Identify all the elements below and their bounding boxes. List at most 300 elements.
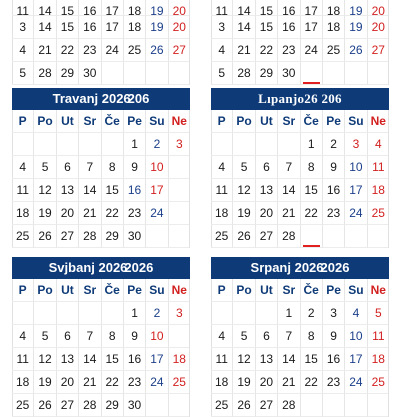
month-title-text: Svjbanj 2026 <box>48 260 128 275</box>
day-cell: 23 <box>124 371 146 394</box>
weekday-label: Sr <box>79 110 101 133</box>
week-row <box>12 325 190 348</box>
day-cell: 13 <box>256 179 278 202</box>
day-cell: 22 <box>57 39 79 62</box>
day-cell: 14 <box>79 348 101 371</box>
row-number: 25 <box>211 394 233 417</box>
day-cell: 17 <box>301 16 323 39</box>
day-cell <box>169 225 190 248</box>
day-cell: 20 <box>256 371 278 394</box>
day-cell: 11 <box>368 325 389 348</box>
day-cell <box>345 394 367 417</box>
calendar-lipan <box>211 88 389 248</box>
day-cell: 22 <box>102 202 124 225</box>
day-cell: 2 <box>301 302 323 325</box>
day-cell <box>169 394 190 417</box>
day-cell: 28 <box>233 62 255 85</box>
week-row <box>12 156 190 179</box>
day-cell: 16 <box>79 0 101 16</box>
month-title <box>12 88 190 110</box>
day-cell: 15 <box>102 348 124 371</box>
row-number: 11 <box>211 348 233 371</box>
day-cell <box>146 62 168 85</box>
weekday-label: Če <box>301 110 323 133</box>
day-cell: 30 <box>124 394 146 417</box>
day-cell: 19 <box>233 202 255 225</box>
day-cell: 24 <box>345 371 367 394</box>
day-cell: 2 <box>146 302 168 325</box>
week-row <box>211 156 389 179</box>
day-cell: 18 <box>368 179 389 202</box>
day-cell: 7 <box>79 325 101 348</box>
day-cell: 10 <box>146 156 168 179</box>
day-cell: 24 <box>102 39 124 62</box>
day-cell: 1 <box>124 302 146 325</box>
day-cell: 10 <box>345 156 367 179</box>
day-cell <box>146 225 168 248</box>
day-cell: 9 <box>124 325 146 348</box>
day-cell <box>102 133 124 156</box>
day-cell: 20 <box>368 16 389 39</box>
day-cell: 27 <box>169 39 190 62</box>
day-cell: 26 <box>34 394 56 417</box>
weekday-label: Sr <box>278 279 300 302</box>
day-cell <box>233 133 255 156</box>
weekday-label: Po <box>34 279 56 302</box>
day-cell: 30 <box>124 225 146 248</box>
row-number: 4 <box>12 39 34 62</box>
day-cell: 8 <box>102 156 124 179</box>
day-cell: 28 <box>278 394 300 417</box>
week-row <box>211 179 389 202</box>
day-cell: 2 <box>146 133 168 156</box>
day-cell: 23 <box>278 39 300 62</box>
day-cell: 21 <box>278 202 300 225</box>
day-cell: 22 <box>301 202 323 225</box>
row-number: 3 <box>211 16 233 39</box>
weekday-label: Su <box>345 279 367 302</box>
day-cell <box>57 133 79 156</box>
weekday-label: Če <box>102 279 124 302</box>
day-cell: 8 <box>301 325 323 348</box>
day-cell: 5 <box>34 325 56 348</box>
day-cell: 3 <box>323 302 345 325</box>
calendar-top-left <box>12 0 190 85</box>
week-row <box>12 16 190 39</box>
day-cell <box>301 62 323 85</box>
day-cell: 7 <box>79 156 101 179</box>
week-row <box>211 225 389 248</box>
day-cell <box>323 394 345 417</box>
row-number <box>211 133 233 156</box>
day-cell: 22 <box>301 371 323 394</box>
day-cell: 16 <box>278 0 300 16</box>
day-cell: 26 <box>233 394 255 417</box>
day-cell: 6 <box>256 156 278 179</box>
day-cell: 9 <box>124 156 146 179</box>
week-row <box>211 0 389 16</box>
week-row <box>12 302 190 325</box>
week-row <box>12 62 190 85</box>
week-row <box>211 348 389 371</box>
day-cell: 13 <box>57 348 79 371</box>
day-cell: 26 <box>146 39 168 62</box>
row-number: 11 <box>12 348 34 371</box>
day-cell: 10 <box>146 325 168 348</box>
row-number: 25 <box>12 225 34 248</box>
day-cell: 27 <box>256 225 278 248</box>
weekday-label: Ut <box>256 110 278 133</box>
day-cell: 6 <box>57 325 79 348</box>
day-cell <box>102 302 124 325</box>
row-number <box>12 133 34 156</box>
day-cell: 13 <box>57 179 79 202</box>
weekday-label: P <box>12 110 34 133</box>
day-cell <box>345 62 367 85</box>
weekday-label: Po <box>233 279 255 302</box>
week-row <box>12 179 190 202</box>
day-cell: 20 <box>368 0 389 16</box>
week-row <box>211 325 389 348</box>
week-row <box>12 39 190 62</box>
day-cell <box>169 179 190 202</box>
day-cell: 5 <box>34 156 56 179</box>
row-number: 5 <box>12 62 34 85</box>
row-number: 11 <box>211 179 233 202</box>
weekday-header <box>211 279 389 302</box>
week-row <box>12 348 190 371</box>
week-row <box>211 394 389 417</box>
day-cell: 28 <box>34 62 56 85</box>
day-cell: 16 <box>124 179 146 202</box>
day-cell: 26 <box>34 225 56 248</box>
day-cell: 28 <box>79 225 101 248</box>
day-cell: 5 <box>233 325 255 348</box>
day-cell <box>256 302 278 325</box>
row-number: 4 <box>211 156 233 179</box>
day-cell: 19 <box>146 0 168 16</box>
day-cell: 4 <box>368 133 389 156</box>
weekday-label: Pe <box>124 110 146 133</box>
day-cell <box>169 62 190 85</box>
day-cell: 7 <box>278 325 300 348</box>
day-cell <box>79 133 101 156</box>
week-row <box>12 394 190 417</box>
weekday-header <box>12 110 190 133</box>
day-cell: 16 <box>323 348 345 371</box>
day-cell <box>345 225 367 248</box>
day-cell: 28 <box>278 225 300 248</box>
month-title-overlap: 206 <box>127 91 150 106</box>
day-cell <box>301 225 323 248</box>
day-cell: 14 <box>278 348 300 371</box>
day-cell: 13 <box>256 348 278 371</box>
day-cell: 21 <box>79 371 101 394</box>
calendar-travanj <box>12 88 190 248</box>
row-number: 3 <box>12 16 34 39</box>
weekday-label: Pe <box>323 110 345 133</box>
day-cell: 21 <box>79 202 101 225</box>
week-row <box>12 225 190 248</box>
day-cell: 15 <box>57 16 79 39</box>
day-cell: 15 <box>256 16 278 39</box>
row-number <box>211 302 233 325</box>
day-cell: 24 <box>146 371 168 394</box>
day-cell: 3 <box>169 133 190 156</box>
day-cell: 14 <box>278 179 300 202</box>
day-cell: 3 <box>345 133 367 156</box>
day-cell: 18 <box>169 348 190 371</box>
day-cell: 25 <box>368 371 389 394</box>
day-cell: 6 <box>256 325 278 348</box>
day-cell: 24 <box>146 202 168 225</box>
day-cell: 22 <box>102 371 124 394</box>
week-row <box>12 133 190 156</box>
weekday-label: Su <box>146 110 168 133</box>
month-title-overlap: 2026 <box>124 260 154 275</box>
day-cell <box>102 62 124 85</box>
day-cell: 12 <box>34 179 56 202</box>
day-cell: 29 <box>57 62 79 85</box>
day-cell: 18 <box>323 0 345 16</box>
day-cell: 12 <box>233 179 255 202</box>
day-cell: 19 <box>345 16 367 39</box>
day-cell: 15 <box>57 0 79 16</box>
month-title-text: Srpanj 2026 <box>250 260 324 275</box>
day-cell: 17 <box>345 348 367 371</box>
day-cell: 9 <box>323 325 345 348</box>
weekday-label: Ne <box>368 110 389 133</box>
day-cell: 29 <box>256 62 278 85</box>
day-cell: 17 <box>146 348 168 371</box>
day-cell: 18 <box>124 16 146 39</box>
week-row <box>211 39 389 62</box>
day-cell: 20 <box>57 371 79 394</box>
weekday-label: Ut <box>57 110 79 133</box>
day-cell: 21 <box>233 39 255 62</box>
day-cell: 5 <box>368 302 389 325</box>
day-cell: 5 <box>233 156 255 179</box>
day-cell <box>79 302 101 325</box>
day-cell: 1 <box>301 133 323 156</box>
day-cell <box>323 225 345 248</box>
day-cell: 14 <box>34 0 56 16</box>
month-title-text: Travanj 2026 <box>52 91 131 106</box>
month-title-overlap: jo26 206 <box>292 91 342 106</box>
row-number: 4 <box>12 156 34 179</box>
day-cell: 23 <box>79 39 101 62</box>
day-cell: 20 <box>57 202 79 225</box>
weekday-label: Pe <box>124 279 146 302</box>
week-row <box>12 0 190 16</box>
day-cell: 19 <box>34 371 56 394</box>
day-cell: 26 <box>233 225 255 248</box>
day-cell: 14 <box>34 16 56 39</box>
weekday-label: Ne <box>368 279 389 302</box>
day-cell <box>323 62 345 85</box>
day-cell <box>34 133 56 156</box>
day-cell: 21 <box>278 371 300 394</box>
month-title-text: Lıpan <box>258 91 293 106</box>
day-cell: 23 <box>323 371 345 394</box>
day-cell: 27 <box>256 394 278 417</box>
day-cell: 19 <box>146 16 168 39</box>
row-number: 18 <box>211 202 233 225</box>
month-title <box>211 257 389 279</box>
day-cell <box>256 133 278 156</box>
day-cell: 25 <box>323 39 345 62</box>
day-cell <box>169 202 190 225</box>
day-cell <box>301 394 323 417</box>
row-number: 18 <box>12 202 34 225</box>
day-cell <box>34 302 56 325</box>
weekday-label: Če <box>301 279 323 302</box>
day-cell: 27 <box>57 225 79 248</box>
week-row <box>211 202 389 225</box>
day-cell: 16 <box>278 16 300 39</box>
month-title <box>12 257 190 279</box>
day-cell: 23 <box>323 202 345 225</box>
calendar-svibanj <box>12 257 190 417</box>
month-title <box>211 88 389 110</box>
row-number: 25 <box>12 394 34 417</box>
day-cell <box>233 302 255 325</box>
row-number: 4 <box>12 325 34 348</box>
day-cell: 3 <box>169 302 190 325</box>
day-cell: 1 <box>278 302 300 325</box>
day-cell: 12 <box>34 348 56 371</box>
weekday-header <box>211 110 389 133</box>
week-row <box>211 62 389 85</box>
day-cell <box>278 133 300 156</box>
day-cell: 18 <box>323 16 345 39</box>
day-cell: 4 <box>345 302 367 325</box>
day-cell: 16 <box>323 179 345 202</box>
weekday-label: P <box>211 279 233 302</box>
day-cell: 27 <box>368 39 389 62</box>
day-cell: 25 <box>124 39 146 62</box>
day-cell <box>124 62 146 85</box>
day-cell <box>368 225 389 248</box>
row-number: 18 <box>211 371 233 394</box>
day-cell: 15 <box>256 0 278 16</box>
day-cell: 2 <box>323 133 345 156</box>
calendar-top-right <box>211 0 389 85</box>
week-row <box>211 133 389 156</box>
row-number: 11 <box>211 0 233 16</box>
day-cell <box>368 62 389 85</box>
weekday-label: Po <box>233 110 255 133</box>
weekday-label: Sr <box>278 110 300 133</box>
day-cell: 6 <box>57 156 79 179</box>
day-cell <box>169 325 190 348</box>
day-cell <box>146 394 168 417</box>
row-number: 11 <box>12 0 34 16</box>
day-cell <box>368 394 389 417</box>
weekday-label: Ne <box>169 110 190 133</box>
day-cell: 26 <box>345 39 367 62</box>
row-number: 11 <box>12 179 34 202</box>
day-cell: 27 <box>57 394 79 417</box>
day-cell: 8 <box>301 156 323 179</box>
day-cell: 21 <box>34 39 56 62</box>
day-cell: 18 <box>368 348 389 371</box>
day-cell: 17 <box>345 179 367 202</box>
weekday-label: Pe <box>323 279 345 302</box>
day-cell: 15 <box>301 179 323 202</box>
weekday-label: Ne <box>169 279 190 302</box>
day-cell: 30 <box>79 62 101 85</box>
day-cell: 28 <box>79 394 101 417</box>
day-cell: 17 <box>146 179 168 202</box>
day-cell: 20 <box>169 0 190 16</box>
day-cell: 7 <box>278 156 300 179</box>
day-cell: 1 <box>124 133 146 156</box>
day-cell: 16 <box>79 16 101 39</box>
week-row <box>211 16 389 39</box>
day-cell: 15 <box>102 179 124 202</box>
row-number: 18 <box>12 371 34 394</box>
row-number: 5 <box>211 62 233 85</box>
weekday-label: Su <box>345 110 367 133</box>
day-cell: 25 <box>169 371 190 394</box>
row-number <box>12 302 34 325</box>
day-cell: 14 <box>79 179 101 202</box>
day-cell <box>169 156 190 179</box>
day-cell: 8 <box>102 325 124 348</box>
weekday-label: Sr <box>79 279 101 302</box>
row-number: 4 <box>211 325 233 348</box>
row-number: 4 <box>211 39 233 62</box>
calendar-srpanj <box>211 257 389 417</box>
day-cell: 24 <box>345 202 367 225</box>
day-cell: 11 <box>368 156 389 179</box>
day-cell: 15 <box>301 348 323 371</box>
weekday-header <box>12 279 190 302</box>
week-row <box>211 371 389 394</box>
day-cell: 17 <box>102 0 124 16</box>
day-cell: 14 <box>233 16 255 39</box>
month-title-overlap: 2026 <box>320 260 350 275</box>
day-cell: 29 <box>102 394 124 417</box>
day-cell: 23 <box>124 202 146 225</box>
day-cell: 16 <box>124 348 146 371</box>
day-cell: 22 <box>256 39 278 62</box>
weekday-label: Po <box>34 110 56 133</box>
weekday-label: P <box>12 279 34 302</box>
day-cell: 12 <box>233 348 255 371</box>
week-row <box>12 371 190 394</box>
weekday-label: Su <box>146 279 168 302</box>
day-cell: 17 <box>301 0 323 16</box>
day-cell: 17 <box>102 16 124 39</box>
weekday-label: Ut <box>57 279 79 302</box>
week-row <box>211 302 389 325</box>
day-cell: 29 <box>102 225 124 248</box>
day-cell: 18 <box>124 0 146 16</box>
weekday-label: Če <box>102 110 124 133</box>
day-cell: 19 <box>345 0 367 16</box>
row-number: 25 <box>211 225 233 248</box>
day-cell: 20 <box>256 202 278 225</box>
day-cell: 30 <box>278 62 300 85</box>
weekday-label: P <box>211 110 233 133</box>
day-cell: 9 <box>323 156 345 179</box>
day-cell: 19 <box>233 371 255 394</box>
weekday-label: Ut <box>256 279 278 302</box>
day-cell: 10 <box>345 325 367 348</box>
day-cell: 24 <box>301 39 323 62</box>
